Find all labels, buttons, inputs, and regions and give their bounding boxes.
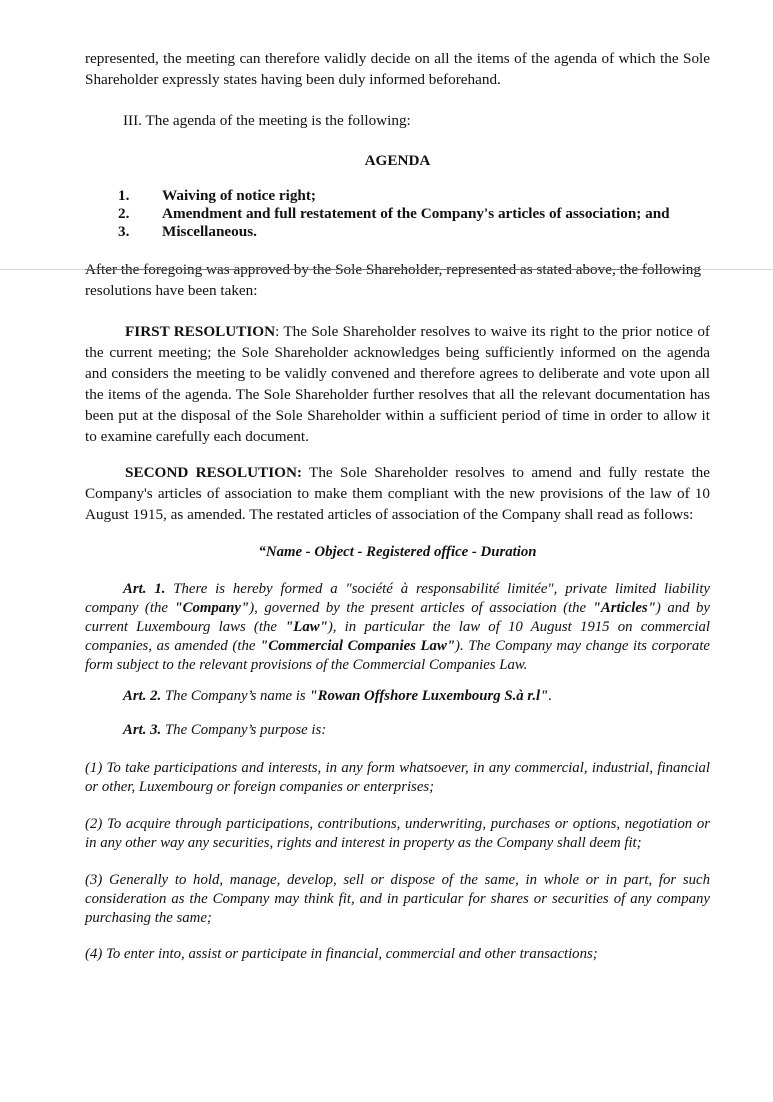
purpose-item: (2) To acquire through participations, contributions, underwriting, purchases or options, negotiation or in any other way any securities, rights and interest in property as the Company shall deem fit; <box>85 816 710 851</box>
art1-text-1: There is hereby formed a "société à responsabilité limitée", private limited liability company (the <box>85 581 710 616</box>
agenda-item <box>118 205 670 222</box>
art2-text-1: The Company’s name is <box>161 688 310 704</box>
struck-line: After the foregoing was approved by the Sole Shareholder, represented as stated above, the following <box>85 261 701 278</box>
agenda-item-number: 2. <box>118 205 130 222</box>
first-resolution-label: FIRST RESOLUTION <box>125 323 276 340</box>
art3-label: Art. 3. <box>123 722 162 738</box>
art1-label: Art. 1. <box>123 581 166 597</box>
purpose-item: (4) To enter into, assist or participate in financial, commercial and other transactions; <box>85 946 598 962</box>
article-1 <box>85 580 710 675</box>
second-resolution-text: The Sole Shareholder resolves to amend and fully restate the Company's articles of association to make them compliant with the new provisions of the law of 10 August 1915, as amended. The restated articles of association of the Company shall read as follows: <box>85 464 710 523</box>
purpose-item: (3) Generally to hold, manage, develop, sell or dispose of the same, in whole or in part, for such consideration as the Company may think fit, and in particular for shares or securities of any company purchasing the same; <box>85 872 710 926</box>
agenda-item-text: Waiving of notice right; <box>162 187 316 204</box>
art1-company-term: "Company" <box>174 600 250 616</box>
art1-text-3: ) and by current Luxembourg laws (the <box>85 600 710 635</box>
art1-law-term: "Law" <box>285 619 328 635</box>
first-resolution <box>85 321 710 447</box>
agenda-item-number: 1. <box>118 187 130 204</box>
section-title: “Name - Object - Registered office - Duration <box>258 544 537 560</box>
agenda-intro: III. The agenda of the meeting is the following: <box>123 112 411 129</box>
second-resolution-label: SECOND RESOLUTION: <box>125 464 302 481</box>
after-agenda-paragraph <box>85 259 710 301</box>
intro-paragraph: represented, the meeting can therefore validly decide on all the items of the agenda of which the Sole Shareholder expressly states having been duly informed beforehand. <box>85 50 710 88</box>
art2-text-2: . <box>548 688 553 704</box>
second-resolution <box>85 462 710 525</box>
agenda-item-number: 3. <box>118 223 130 240</box>
art3-text-1: The Company’s purpose is: <box>161 722 327 738</box>
article-2 <box>85 687 710 706</box>
agenda-item <box>118 187 316 204</box>
purpose-item: (1) To take participations and interests, in any form whatsoever, in any commercial, industrial, financial or other, Luxembourg or foreign companies or enterprises; <box>85 760 710 795</box>
art1-ccl-term: "Commercial Companies Law" <box>260 638 456 654</box>
art1-text-4: ), in particular the law of 10 August 1915 on commercial companies, as amended (the <box>85 619 710 654</box>
art1-text-2: ), governed by the present articles of association (the <box>249 600 593 616</box>
article-3 <box>85 721 710 740</box>
agenda-item-text: Miscellaneous. <box>162 223 257 240</box>
art2-company-name: "Rowan Offshore Luxembourg S.à r.l" <box>309 688 549 704</box>
art1-text-5: ). The Company may change its corporate form subject to the relevant provisions of the Commercial Companies Law. <box>85 638 710 673</box>
agenda-item <box>118 223 257 240</box>
after-agenda-rest: resolutions have been taken: <box>85 282 258 299</box>
agenda-item-text: Amendment and full restatement of the Company's articles of association; and <box>162 205 670 222</box>
first-resolution-text: : The Sole Shareholder resolves to waive its right to the prior notice of the current meeting; the Sole Shareholder acknowledges being sufficiently informed on the agenda and considers the meeting to be validly convened and therefore agrees to deliberate and vote upon all the items of the agenda. The Sole Shareholder further resolves that all the relevant documentation has been put at the disposal of the Sole Shareholder within a sufficient period of time in order to allow it to examine carefully each document. <box>85 323 710 445</box>
agenda-heading: AGENDA <box>364 152 431 169</box>
art1-articles-term: "Articles" <box>592 600 656 616</box>
art2-label: Art. 2. <box>123 688 162 704</box>
